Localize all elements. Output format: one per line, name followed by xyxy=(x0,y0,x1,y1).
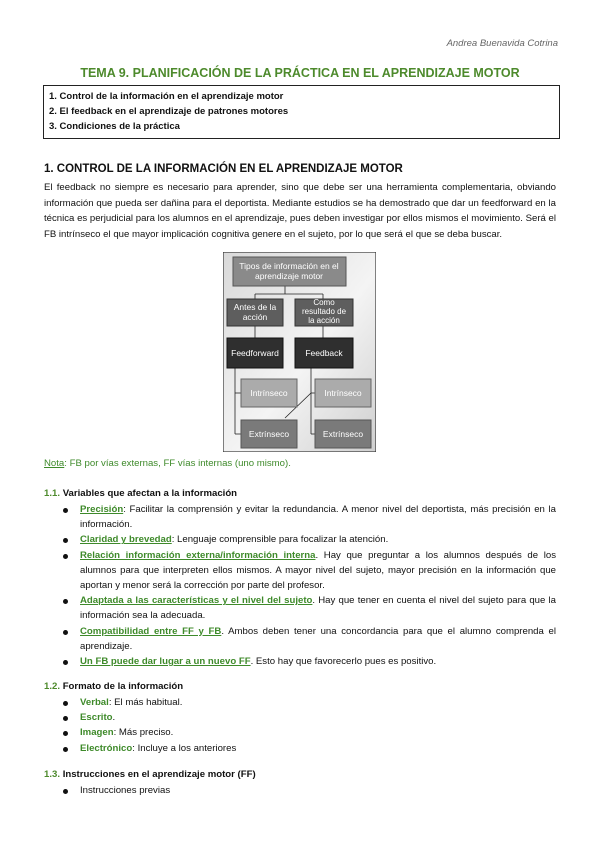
author-name: Andrea Buenavida Cotrina xyxy=(446,38,558,49)
item-text: Instrucciones previas xyxy=(80,785,171,796)
node-result-line2: resultado de xyxy=(301,307,347,316)
item-key: Adaptada a las características y el nivel del sujeto xyxy=(80,595,313,607)
item-text: . Hay que preguntar a los alumnos después de los alumnos para que interpreten ellos mismos. A mayor nivel del sujeto, mayor precisión en la información que aportan y menor será la corrección por parte del profesor. xyxy=(80,549,556,592)
note xyxy=(44,458,291,469)
subsection-number: 1.1. xyxy=(44,488,61,499)
item-text: . Ambos deben tener una concordancia para que el alumno comprenda el aprendizaje. xyxy=(80,625,556,652)
item-text: : Lenguaje comprensible para focalizar la atención. xyxy=(171,534,389,546)
item-text: . xyxy=(112,712,116,724)
list-item xyxy=(44,593,556,623)
item-key: Relación información externa/información interna xyxy=(80,549,316,561)
item-text: . Esto hay que favorecerlo pues es positivo. xyxy=(250,656,437,668)
list-item xyxy=(44,502,556,532)
item-text: . Hay que tener en cuenta el nivel del sujeto para que la información sea la adecuada. xyxy=(80,595,556,622)
item-text: : Facilitar la comprensión y evitar la redundancia. A menor nivel del deportista, más precisión en la información. xyxy=(80,504,556,531)
variables-list xyxy=(44,502,556,669)
page-title: TEMA 9. PLANIFICACIÓN DE LA PRÁCTICA EN EL APRENDIZAJE MOTOR xyxy=(80,66,520,80)
subsection-heading xyxy=(44,681,183,692)
information-types-diagram xyxy=(223,252,376,452)
bullet-icon xyxy=(63,508,68,513)
bullet-icon xyxy=(63,554,68,559)
bullet-icon xyxy=(63,660,68,665)
list-item xyxy=(44,695,556,710)
node-root-line2: aprendizaje motor xyxy=(254,271,324,281)
list-item xyxy=(44,710,556,725)
bullet-icon xyxy=(63,716,68,721)
bullet-icon xyxy=(63,630,68,635)
list-item xyxy=(44,783,556,798)
bullet-icon xyxy=(63,538,68,543)
node-result-line3: la acción xyxy=(308,316,340,325)
format-list xyxy=(44,695,556,756)
toc-item: 1. Control de la información en el aprendizaje motor xyxy=(49,91,284,102)
list-item xyxy=(44,654,556,669)
node-result-line1: Como xyxy=(313,298,335,307)
bullet-icon xyxy=(63,599,68,604)
node-root-line1: Tipos de información en el xyxy=(239,261,339,271)
item-text: : El más habitual. xyxy=(108,697,183,708)
item-key: Compatibilidad entre FF y FB xyxy=(80,625,222,637)
item-key: Verbal xyxy=(80,697,109,708)
item-key: Un FB puede dar lugar a un nuevo FF xyxy=(80,656,251,668)
item-text: : Más preciso. xyxy=(113,727,174,739)
toc-item: 3. Condiciones de la práctica xyxy=(49,121,180,132)
subsection-title: Instrucciones en el aprendizaje motor (FF) xyxy=(62,769,256,780)
list-item xyxy=(44,725,556,740)
node-fb-extrinsic-label: Extrínseco xyxy=(322,429,364,439)
node-fb-intrinsic-label: Intrínseco xyxy=(324,388,362,398)
list-item xyxy=(44,548,556,594)
item-key: Claridad y brevedad xyxy=(80,534,172,546)
list-item xyxy=(44,741,556,756)
node-feedback-label: Feedback xyxy=(305,348,343,358)
node-feedforward-label: Feedforward xyxy=(231,348,279,358)
item-key: Electrónico xyxy=(80,742,133,754)
bullet-icon xyxy=(63,701,68,706)
subsection-number: 1.2. xyxy=(44,681,61,692)
node-before-line1: Antes de la xyxy=(233,302,277,312)
subsection-heading xyxy=(44,769,256,780)
section-heading: 1. CONTROL DE LA INFORMACIÓN EN EL APRENDIZAJE MOTOR xyxy=(44,163,403,175)
note-text: : FB por vías externas, FF vías internas (uno mismo). xyxy=(64,458,291,469)
table-of-contents xyxy=(43,85,560,139)
node-ff-extrinsic-label: Extrínseco xyxy=(248,429,290,439)
item-key: Imagen xyxy=(80,727,114,739)
item-text: : Incluye a los anteriores xyxy=(132,742,237,754)
subsection-number: 1.3. xyxy=(44,769,61,780)
bullet-icon xyxy=(63,789,68,794)
note-label: Nota xyxy=(44,458,65,469)
list-item xyxy=(44,532,556,547)
toc-item: 2. El feedback en el aprendizaje de patrones motores xyxy=(49,106,289,117)
node-before-line2: acción xyxy=(242,312,268,322)
bullet-icon xyxy=(63,747,68,752)
subsection-title: Variables que afectan a la información xyxy=(62,488,238,499)
node-ff-intrinsic-label: Intrínseco xyxy=(250,388,288,398)
intro-paragraph: El feedback no siempre es necesario para aprender, sino que debe ser una herramienta complementaria, obviando información que pueda ser dañina para el deportista. Mediante estudios se ha demostrado que dar un feedforward en la técnica es perjudicial para los alumnos en el aprendizaje, pues deben investigar por ellos mismos el movimiento. Será el FB intrínseco el que mayor implicación cognitiva genere en el sujeto, por lo que será el que se deba buscar. xyxy=(44,182,556,240)
subsection-title: Formato de la información xyxy=(62,681,184,692)
list-item xyxy=(44,624,556,654)
item-key: Precisión xyxy=(80,504,124,515)
instructions-list xyxy=(44,783,556,798)
subsection-heading xyxy=(44,488,237,499)
bullet-icon xyxy=(63,731,68,736)
item-key: Escrito xyxy=(80,712,113,724)
